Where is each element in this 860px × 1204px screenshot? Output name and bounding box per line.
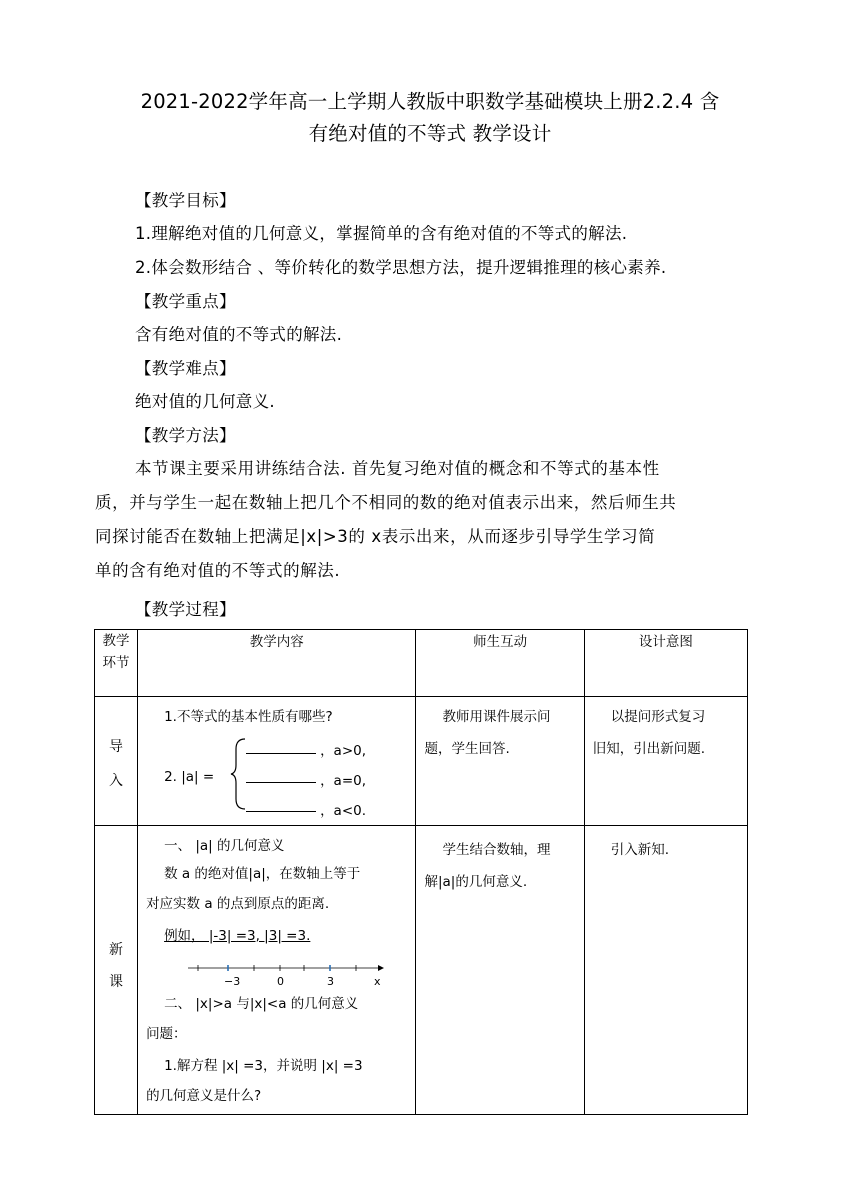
- case-2-condition: ，a=0,: [320, 773, 367, 789]
- method-line-3: 同探讨能否在数轴上把满足|x|>3的 x表示出来，从而逐步引导学生学习简: [95, 527, 656, 546]
- intent-intro-line-2: 旧知，引出新问题.: [592, 741, 706, 757]
- blank-case-1: [246, 753, 316, 754]
- intent-new-lesson: [584, 826, 747, 1115]
- method-line-2: 质，并与学生一起在数轴上把几个不相同的数的绝对值表示出来，然后师生共: [95, 493, 677, 512]
- example-text: 例如， |-3| =3, |3| =3.: [164, 928, 311, 944]
- blank-case-3: [246, 811, 316, 812]
- process-table: [94, 629, 748, 1115]
- case-1-condition: ，a>0,: [320, 743, 367, 759]
- intent-intro: [584, 697, 747, 826]
- header-content: 教学内容: [138, 630, 416, 697]
- method-heading: 【教学方法】: [135, 426, 236, 445]
- interaction-new-lesson: [416, 826, 584, 1115]
- blank-case-2: [246, 782, 316, 783]
- new-question-1-line-1: 1.解方程 |x| =3，并说明 |x| =3: [164, 1058, 363, 1074]
- title-line-1: 2021-2022学年高一上学期人教版中职数学基础模块上册2.2.4 含: [140, 90, 720, 113]
- interaction-new-line-2: 解|a|的几何意义.: [424, 874, 528, 890]
- interaction-new-line-1: 学生结合数轴，理: [442, 842, 551, 858]
- table-header-row: [95, 630, 748, 697]
- intent-intro-line-1: 以提问形式复习: [610, 709, 706, 725]
- header-stage-line-2: 环节: [102, 655, 130, 671]
- intent-new-line-1: 引入新知.: [610, 842, 670, 858]
- table-row-intro: [95, 697, 748, 826]
- stage-intro: [95, 697, 138, 826]
- goal-item-1: 1.理解绝对值的几何意义，掌握简单的含有绝对值的不等式的解法.: [135, 224, 628, 243]
- title-line-2: 有绝对值的不等式 教学设计: [308, 122, 552, 145]
- method-line-1: 本节课主要采用讲练结合法. 首先复习绝对值的概念和不等式的基本性: [135, 459, 660, 478]
- stage-new-lesson: [95, 826, 138, 1115]
- axis-label-x: x: [374, 975, 381, 988]
- goal-item-2: 2.体会数形结合 、等价转化的数学思想方法，提升逻辑推理的核心素养.: [135, 258, 667, 277]
- interaction-intro: [416, 697, 584, 826]
- key-points-heading: 【教学重点】: [135, 292, 236, 311]
- section-2-heading: 二、 |x|>a 与|x|<a 的几何意义: [164, 996, 359, 1012]
- difficulty-text: 绝对值的几何意义.: [135, 392, 275, 411]
- difficulty-heading: 【教学难点】: [135, 359, 236, 378]
- axis-arrow: [378, 965, 384, 971]
- intro-question-1: 1.不等式的基本性质有哪些?: [164, 709, 333, 725]
- goals-heading: 【教学目标】: [135, 191, 236, 210]
- key-points-text: 含有绝对值的不等式的解法.: [135, 325, 343, 344]
- header-interaction: 师生互动: [416, 630, 584, 697]
- axis-label-minus-3: −3: [224, 975, 241, 988]
- section-2-question-label: 问题：: [146, 1026, 187, 1042]
- process-heading: 【教学过程】: [135, 600, 236, 619]
- stage-new-char-1: 新: [109, 942, 123, 958]
- intro-question-2-label: 2. |a| =: [164, 769, 215, 785]
- content-new-lesson: [138, 826, 416, 1115]
- header-stage: [95, 630, 138, 697]
- method-line-4: 单的含有绝对值的不等式的解法.: [95, 561, 341, 580]
- stage-new-char-2: 课: [109, 974, 123, 990]
- axis-label-0: 0: [277, 975, 285, 988]
- piecewise-brace: [230, 735, 250, 813]
- interaction-intro-line-2: 题，学生回答.: [424, 741, 510, 757]
- header-stage-line-1: 教学: [102, 633, 130, 649]
- section-1-heading: 一、 |a| 的几何意义: [164, 838, 285, 854]
- case-3-condition: ，a<0.: [320, 803, 367, 819]
- table-row-new-lesson: [95, 826, 748, 1115]
- stage-intro-char-1: 导: [109, 739, 123, 755]
- axis-label-3: 3: [327, 975, 335, 988]
- content-intro: [138, 697, 416, 826]
- document-title: [60, 86, 800, 150]
- interaction-intro-line-1: 教师用课件展示问: [442, 709, 551, 725]
- number-line: [184, 964, 384, 988]
- stage-intro-char-2: 入: [109, 773, 123, 789]
- header-intent: 设计意图: [584, 630, 747, 697]
- method-paragraph: [95, 452, 747, 588]
- section-1-para-line-2: 对应实数 a 的点到原点的距离.: [146, 896, 330, 912]
- new-question-1-line-2: 的几何意义是什么?: [146, 1088, 262, 1104]
- section-1-para-line-1: 数 a 的绝对值|a|，在数轴上等于: [164, 866, 361, 882]
